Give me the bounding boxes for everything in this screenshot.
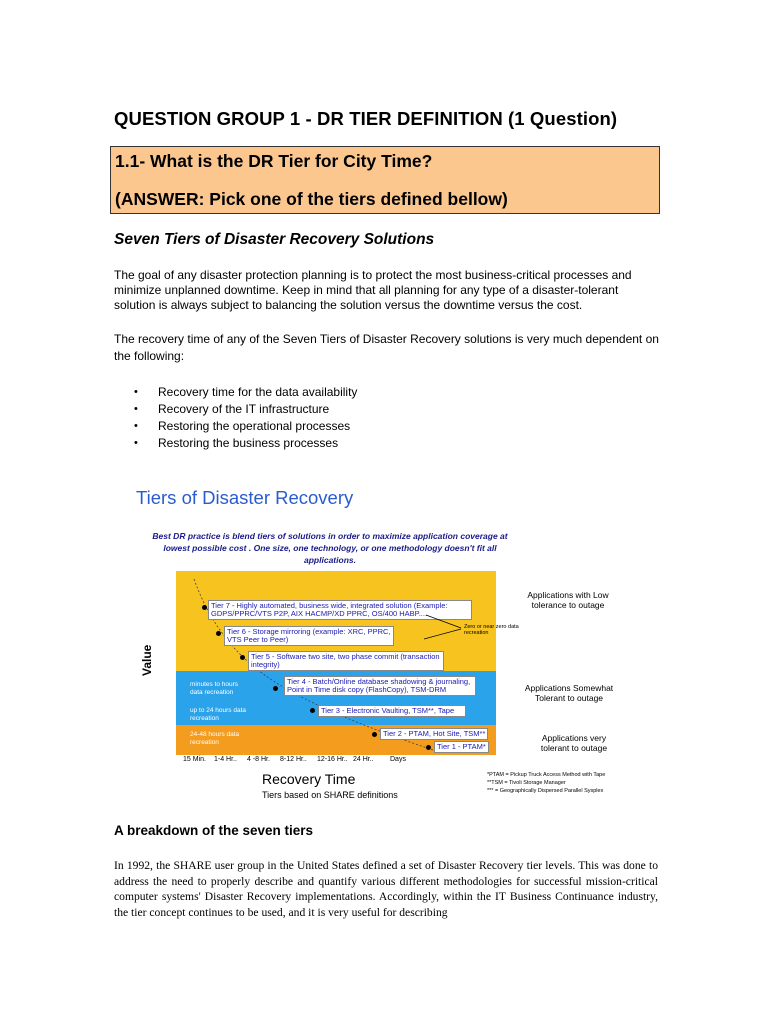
minutes-band-label: minutes to hours data recreation bbox=[190, 681, 239, 696]
question-box bbox=[110, 146, 660, 214]
very-tolerant-label: Applications very tolerant to outage bbox=[540, 733, 608, 753]
x-axis-ticks bbox=[183, 756, 406, 763]
x-tick: 24 Hr.. bbox=[353, 756, 374, 763]
low-tolerance-label: Applications with Low tolerance to outage bbox=[527, 590, 609, 610]
y-axis-label: Value bbox=[140, 644, 154, 676]
up-to-24-band-label: up to 24 hours data recreation bbox=[190, 707, 247, 722]
tiers-diagram bbox=[176, 571, 519, 755]
zero-data-note: Zero or near zero data recreation bbox=[464, 624, 519, 636]
figure-title: Tiers of Disaster Recovery bbox=[136, 487, 354, 508]
tier-5-label: Tier 5 - Software two site, two phase commit (transaction integrity) bbox=[248, 651, 444, 671]
section-title: Seven Tiers of Disaster Recovery Solutions bbox=[114, 231, 435, 248]
tier-6-label: Tier 6 - Storage mirroring (example: XRC, PPRC, VTS Peer to Peer) bbox=[224, 626, 394, 646]
x-tick: 4 -8 Hr. bbox=[247, 756, 270, 763]
tier-7-label: Tier 7 - Highly automated, business wide, integrated solution (Example: GDPS/PPRC/VTS P2P, AIX HACMP/XD PPRC, OS/400 HABP.... bbox=[208, 600, 472, 620]
footnote: **TSM = Tivoli Storage Manager bbox=[487, 780, 566, 786]
breakdown-paragraph: In 1992, the SHARE user group in the United States defined a set of Disaster Recovery tier levels. This was done to address the need to properly describe and quantify various different methodologies for successful mission-critical computer systems' Disaster Recovery implementations. Accordingly, within the IT Business Continuance industry, the tier concept continues to be used, and it is very useful for describing bbox=[114, 859, 658, 919]
figure-footnotes bbox=[487, 771, 605, 795]
dependency-list bbox=[134, 384, 357, 452]
figure-note: Best DR practice is blend tiers of solutions in order to maximize application coverage at lowest possible cost . One size, one technology, or one methodology doesn't fit all applications. bbox=[152, 531, 508, 565]
footnote: *** = Geographically Dispersed Parallel Sysplex bbox=[487, 788, 604, 794]
x-axis-title: Recovery Time bbox=[262, 771, 356, 787]
footnote: *PTAM = Pickup Truck Access Method with Tape bbox=[487, 772, 606, 778]
h24-48-band-label: 24-48 hours data recreation bbox=[190, 731, 240, 746]
tier-2-marker bbox=[372, 732, 377, 737]
dependency-paragraph: The recovery time of any of the Seven Tiers of Disaster Recovery solutions is very much dependent on the following: bbox=[114, 332, 659, 363]
x-tick: 12-16 Hr.. bbox=[317, 756, 348, 763]
list-item: • Recovery of the IT infrastructure bbox=[134, 401, 357, 418]
tier-2-label: Tier 2 - PTAM, Hot Site, TSM** bbox=[380, 728, 488, 740]
x-tick: 8-12 Hr.. bbox=[280, 756, 307, 763]
tier-4-label: Tier 4 - Batch/Online database shadowing & journaling, Point in Time disk copy (FlashCopy), TSM-DRM bbox=[284, 676, 476, 696]
x-tick: Days bbox=[390, 756, 406, 763]
tier-1-marker bbox=[426, 745, 431, 750]
question-line: 1.1- What is the DR Tier for City Time? bbox=[115, 151, 433, 171]
x-tick: 1-4 Hr.. bbox=[214, 756, 237, 763]
list-item: • Restoring the business processes bbox=[134, 435, 357, 452]
tier-4-marker bbox=[273, 686, 278, 691]
answer-instruction: (ANSWER: Pick one of the tiers defined bellow) bbox=[115, 189, 508, 209]
document-heading: QUESTION GROUP 1 - DR TIER DEFINITION (1 Question) bbox=[114, 108, 618, 129]
list-item: • Recovery time for the data availability bbox=[134, 384, 357, 401]
x-tick: 15 Min. bbox=[183, 756, 206, 763]
intro-paragraph: The goal of any disaster protection planning is to protect the most business-critical processes and minimize unplanned downtime. Keep in mind that all planning for any type of a disaster-tolerant solution is always subject to balancing the solution versus the downtime versus the cost. bbox=[114, 268, 632, 312]
tier-3-label: Tier 3 - Electronic Vaulting, TSM**, Tape bbox=[318, 705, 466, 717]
x-axis-subtitle: Tiers based on SHARE definitions bbox=[262, 790, 398, 800]
list-item: • Restoring the operational processes bbox=[134, 418, 357, 435]
breakdown-title: A breakdown of the seven tiers bbox=[114, 823, 314, 838]
somewhat-tolerant-label: Applications Somewhat Tolerant to outage bbox=[524, 683, 614, 703]
tier-3-marker bbox=[310, 708, 315, 713]
tier-1-label: Tier 1 - PTAM* bbox=[434, 741, 489, 753]
